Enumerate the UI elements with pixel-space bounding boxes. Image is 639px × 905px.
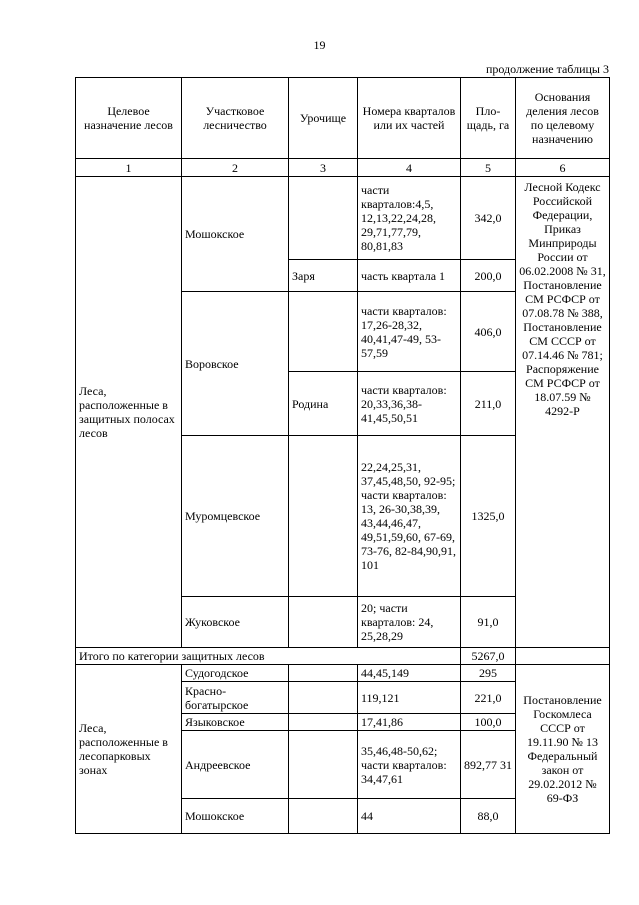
- tract-cell: Заря: [289, 260, 358, 292]
- area-cell: 342,0: [461, 177, 516, 260]
- area-cell: 91,0: [461, 597, 516, 648]
- quarters-cell: часть квартала 1: [358, 260, 461, 292]
- forestry-cell: Судогодское: [182, 665, 289, 682]
- area-cell: 406,0: [461, 292, 516, 372]
- total-area: 5267,0: [461, 648, 516, 665]
- tract-cell: [289, 682, 358, 714]
- area-cell: 211,0: [461, 372, 516, 436]
- area-cell: 295: [461, 665, 516, 682]
- table-row: [76, 665, 610, 682]
- total-basis-empty: [516, 648, 610, 665]
- forestry-cell: Андреевское: [182, 731, 289, 799]
- header-basis: Основания деления лесов по целевому назначению: [516, 78, 610, 159]
- forestry-cell: Мошокское: [182, 799, 289, 834]
- header-forestry: Участковое лесничество: [182, 78, 289, 159]
- column-number: 1: [76, 159, 182, 177]
- table-row: [76, 177, 610, 260]
- header-purpose: Целевое назначение лесов: [76, 78, 182, 159]
- quarters-cell: 35,46,48-50,62; части кварталов: 34,47,61: [358, 731, 461, 799]
- table-continuation-caption: продолжение таблицы 3: [485, 62, 609, 76]
- quarters-cell: 22,24,25,31, 37,45,48,50, 92-95; части кварталов: 13, 26-30,38,39, 43,44,46,47, 49,51,59,60, 67-69, 73-76, 82-84,90,91, 101: [358, 436, 461, 597]
- header-area: Пло-щадь, га: [461, 78, 516, 159]
- quarters-cell: части кварталов: 17,26-28,32, 40,41,47-49, 53-57,59: [358, 292, 461, 372]
- column-number: 3: [289, 159, 358, 177]
- total-label: Итого по категории защитных лесов: [76, 648, 461, 665]
- total-row: [76, 648, 610, 665]
- forestry-cell: Муромцевское: [182, 436, 289, 597]
- forestry-cell: Воровское: [182, 292, 289, 436]
- area-cell: 892,77 31: [461, 731, 516, 799]
- page-number: 19: [313, 38, 326, 52]
- column-number: 5: [461, 159, 516, 177]
- column-number: 4: [358, 159, 461, 177]
- basis-cell: Лесной Кодекс Российской Федерации, Приказ Минприроды России от 06.02.2008 № 31, Постановление СМ РСФСР от 07.08.78 № 388, Постановление СМ СССР от 07.14.46 № 781; Распоряжение СМ РСФСР от 18.07.59 № 4292-Р: [516, 177, 610, 648]
- area-cell: 200,0: [461, 260, 516, 292]
- forestry-cell: Красно-богатырское: [182, 682, 289, 714]
- category-cell: Леса, расположенные в лесопарковых зонах: [76, 665, 182, 834]
- tract-cell: [289, 799, 358, 834]
- quarters-cell: части кварталов:4,5, 12,13,22,24,28, 29,71,77,79, 80,81,83: [358, 177, 461, 260]
- tract-cell: [289, 436, 358, 597]
- header-quarters: Номера кварталов или их частей: [358, 78, 461, 159]
- column-number: 2: [182, 159, 289, 177]
- table-header-row: [76, 78, 610, 159]
- category-cell: Леса, расположенные в защитных полосах лесов: [76, 177, 182, 648]
- quarters-cell: 119,121: [358, 682, 461, 714]
- forestry-cell: Языковское: [182, 714, 289, 731]
- tract-cell: [289, 714, 358, 731]
- quarters-cell: 20; части кварталов: 24, 25,28,29: [358, 597, 461, 648]
- quarters-cell: 44,45,149: [358, 665, 461, 682]
- area-cell: 100,0: [461, 714, 516, 731]
- tract-cell: Родина: [289, 372, 358, 436]
- column-numbers-row: [76, 159, 610, 177]
- quarters-cell: 17,41,86: [358, 714, 461, 731]
- forestry-cell: Жуковское: [182, 597, 289, 648]
- column-number: 6: [516, 159, 610, 177]
- tract-cell: [289, 292, 358, 372]
- tract-cell: [289, 597, 358, 648]
- area-cell: 1325,0: [461, 436, 516, 597]
- quarters-cell: части кварталов: 20,33,36,38- 41,45,50,51: [358, 372, 461, 436]
- tract-cell: [289, 177, 358, 260]
- quarters-cell: 44: [358, 799, 461, 834]
- forestry-cell: Мошокское: [182, 177, 289, 292]
- header-tract: Урочище: [289, 78, 358, 159]
- area-cell: 88,0: [461, 799, 516, 834]
- forest-purpose-table: [75, 77, 610, 834]
- tract-cell: [289, 665, 358, 682]
- basis-cell: Постановление Госкомлеса СССР от 19.11.90 № 13 Федеральный закон от 29.02.2012 № 69-ФЗ: [516, 665, 610, 834]
- area-cell: 221,0: [461, 682, 516, 714]
- tract-cell: [289, 731, 358, 799]
